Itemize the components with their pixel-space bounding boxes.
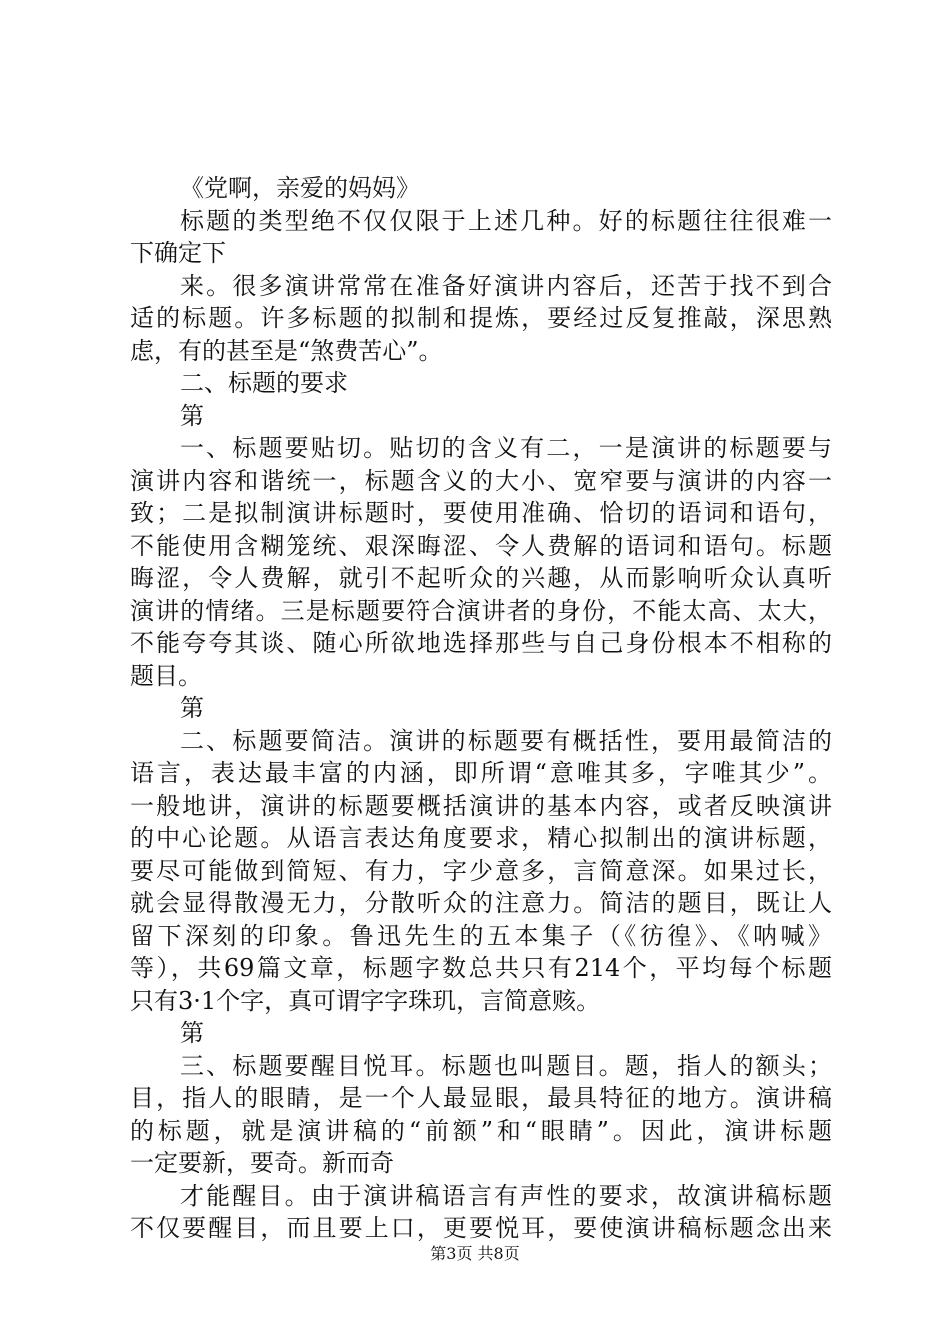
- text-line: 目，指人的眼睛，是一个人最显眼，最具特征的地方。演讲稿: [130, 1084, 832, 1112]
- text-line: 演讲的情绪。三是标题要符合演讲者的身份，不能太高、太大，: [130, 596, 832, 625]
- text-line: 演讲内容和谐统一，标题含义的大小、宽窄要与演讲的内容一: [130, 466, 832, 495]
- text-line: 的中心论题。从语言表达角度要求，精心拟制出的演讲标题，: [130, 824, 832, 852]
- text-line: 致；二是拟制演讲标题时，要使用准确、恰切的语词和语句，: [130, 499, 832, 527]
- text-line: 第: [180, 694, 204, 722]
- text-line: 三、标题要醒目悦耳。标题也叫题目。题，指人的额头；: [180, 1051, 832, 1080]
- text-line: 下确定下: [130, 239, 226, 267]
- text-line: 才能醒目。由于演讲稿语言有声性的要求，故演讲稿标题: [180, 1181, 832, 1210]
- text-line: 标题的类型绝不仅仅限于上述几种。好的标题往往很难一: [180, 206, 832, 235]
- text-line: 《党啊，亲爱的妈妈》: [180, 174, 420, 202]
- text-line: 一般地讲，演讲的标题要概括演讲的基本内容，或者反映演讲: [130, 791, 832, 820]
- text-line: 第: [180, 401, 204, 430]
- text-line: 第: [180, 1019, 204, 1047]
- text-line: 等），共69篇文章，标题字数总共只有214个，平均每个标题: [130, 954, 832, 982]
- text-line: 晦涩，令人费解，就引不起听众的兴趣，从而影响听众认真听: [130, 564, 832, 592]
- text-line: 不仅要醒目，而且要上口，更要悦耳，要使演讲稿标题念出来: [130, 1214, 832, 1242]
- text-line: 二、标题要简洁。演讲的标题要有概括性，要用最简洁的: [180, 726, 832, 755]
- text-line: 虑，有的甚至是“煞费苦心”。: [130, 336, 443, 365]
- text-line: 的标题，就是演讲稿的“前额”和“眼睛”。因此，演讲标题: [130, 1116, 832, 1145]
- text-line: 一、标题要贴切。贴切的含义有二，一是演讲的标题要与: [180, 434, 832, 462]
- text-line: 语言，表达最丰富的内涵，即所谓“意唯其多，字唯其少”。: [130, 759, 832, 787]
- text-line: 来。很多演讲常常在准备好演讲内容后，还苦于找不到合: [180, 271, 832, 300]
- text-line: 题目。: [130, 661, 202, 690]
- text-line: 不能使用含糊笼统、艰深晦涩、令人费解的语词和语句。标题: [130, 531, 832, 560]
- text-line: 一定要新，要奇。新而奇: [130, 1149, 394, 1177]
- document-body: [130, 172, 832, 1245]
- text-line: 留下深刻的印象。鲁迅先生的五本集子（《彷徨》、《呐喊》: [130, 921, 832, 950]
- text-line: 二、标题的要求: [180, 369, 348, 397]
- text-line: 不能夸夸其谈、随心所欲地选择那些与自己身份根本不相称的: [130, 629, 832, 657]
- text-line: 要尽可能做到简短、有力，字少意多，言简意深。如果过长，: [130, 856, 832, 885]
- text-line: 只有3·1个字，真可谓字字珠玑，言简意赅。: [130, 986, 601, 1015]
- text-line: 适的标题。许多标题的拟制和提炼，要经过反复推敲，深思熟: [130, 304, 832, 332]
- page-footer: 第3页 共8页: [430, 1244, 520, 1263]
- text-line: 就会显得散漫无力，分散听众的注意力。简洁的题目，既让人: [130, 889, 832, 917]
